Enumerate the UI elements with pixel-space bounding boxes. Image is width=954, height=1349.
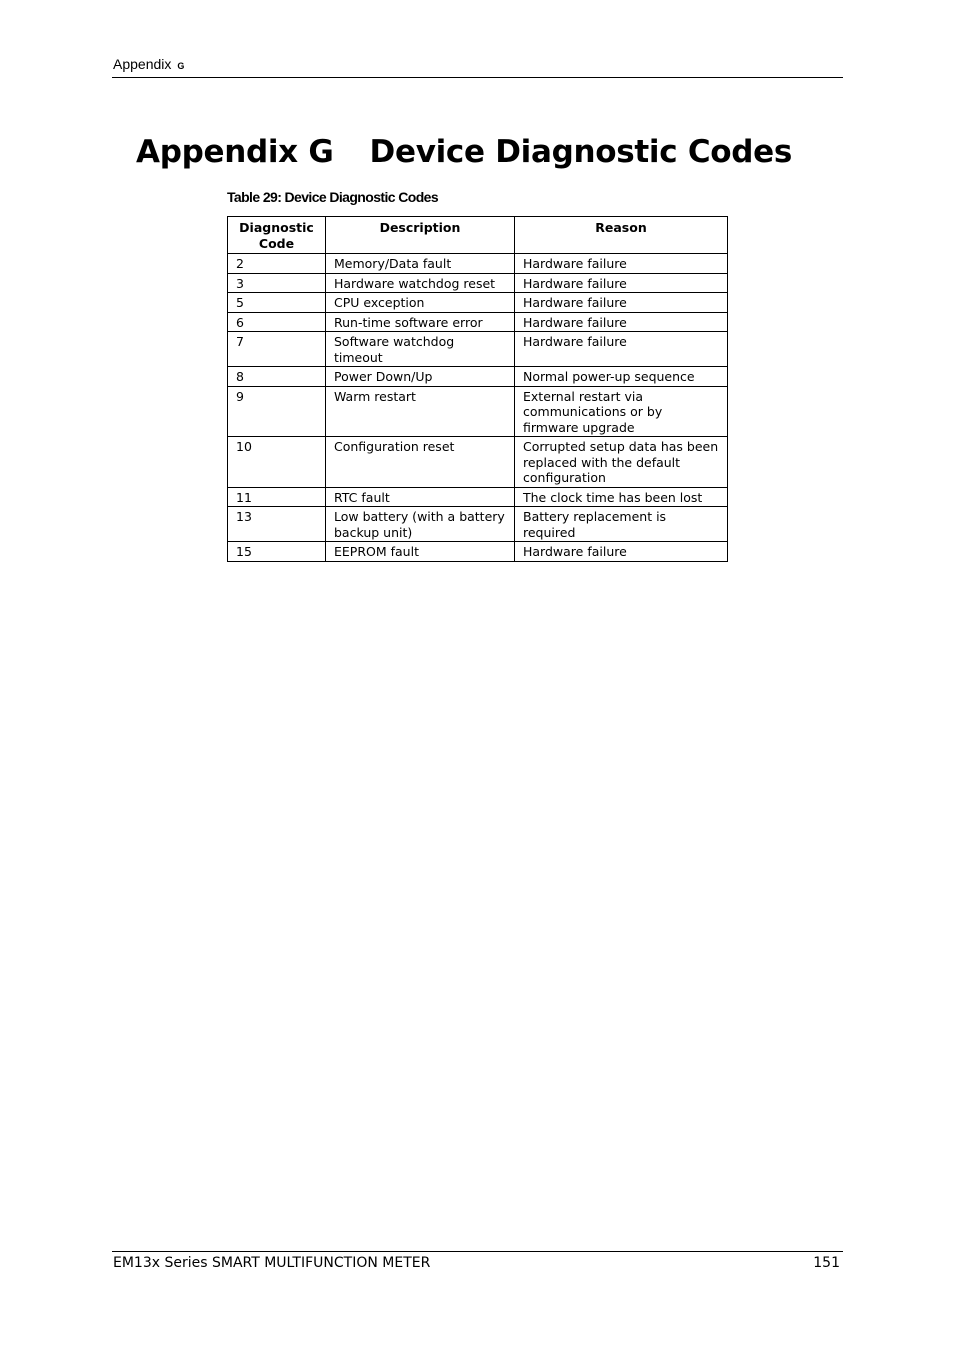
cell-code: 6 <box>228 312 326 332</box>
cell-reason: Hardware failure <box>515 332 728 367</box>
cell-description: Software watchdog timeout <box>326 332 515 367</box>
cell-reason: Hardware failure <box>515 254 728 274</box>
cell-code: 13 <box>228 507 326 542</box>
table-row <box>228 273 728 293</box>
cell-reason: Battery replacement is required <box>515 507 728 542</box>
cell-code: 2 <box>228 254 326 274</box>
column-header-code: Diagnostic Code <box>228 217 326 254</box>
table-row <box>228 437 728 488</box>
cell-description: Power Down/Up <box>326 367 515 387</box>
table-row <box>228 542 728 562</box>
cell-reason: External restart via communications or by firmware upgrade <box>515 386 728 437</box>
table-row <box>228 367 728 387</box>
cell-description: Warm restart <box>326 386 515 437</box>
cell-reason: Hardware failure <box>515 542 728 562</box>
cell-description: CPU exception <box>326 293 515 313</box>
cell-description: EEPROM fault <box>326 542 515 562</box>
cell-code: 11 <box>228 487 326 507</box>
cell-description: Low battery (with a battery backup unit) <box>326 507 515 542</box>
cell-code: 9 <box>228 386 326 437</box>
cell-code: 8 <box>228 367 326 387</box>
table-row <box>228 293 728 313</box>
running-header <box>112 56 843 78</box>
cell-reason: Hardware failure <box>515 312 728 332</box>
table-header-row <box>228 217 728 254</box>
cell-code: 3 <box>228 273 326 293</box>
table-row <box>228 386 728 437</box>
cell-code: 10 <box>228 437 326 488</box>
cell-description: Configuration reset <box>326 437 515 488</box>
table-caption: Table 29: Device Diagnostic Codes <box>227 189 439 205</box>
cell-reason: Corrupted setup data has been replaced with the default configuration <box>515 437 728 488</box>
footer-product: EM13x Series SMART MULTIFUNCTION METER <box>113 1255 431 1271</box>
page-title <box>136 134 792 170</box>
cell-reason: The clock time has been lost <box>515 487 728 507</box>
header-section: Appendix G <box>113 56 185 72</box>
page-number: 151 <box>813 1255 840 1271</box>
table-row <box>228 312 728 332</box>
cell-reason: Hardware failure <box>515 273 728 293</box>
title-text: Device Diagnostic Codes <box>369 134 793 170</box>
cell-description: Run-time software error <box>326 312 515 332</box>
cell-description: Memory/Data fault <box>326 254 515 274</box>
table-row <box>228 254 728 274</box>
table-row <box>228 507 728 542</box>
table-row <box>228 332 728 367</box>
column-header-description: Description <box>326 217 515 254</box>
diagnostic-codes-table <box>227 216 728 562</box>
title-prefix: Appendix G <box>136 134 334 170</box>
cell-code: 7 <box>228 332 326 367</box>
table-row <box>228 487 728 507</box>
cell-code: 15 <box>228 542 326 562</box>
cell-code: 5 <box>228 293 326 313</box>
header-letter: G <box>177 61 185 71</box>
cell-description: RTC fault <box>326 487 515 507</box>
column-header-reason: Reason <box>515 217 728 254</box>
cell-reason: Hardware failure <box>515 293 728 313</box>
running-footer <box>112 1251 843 1271</box>
cell-reason: Normal power-up sequence <box>515 367 728 387</box>
cell-description: Hardware watchdog reset <box>326 273 515 293</box>
